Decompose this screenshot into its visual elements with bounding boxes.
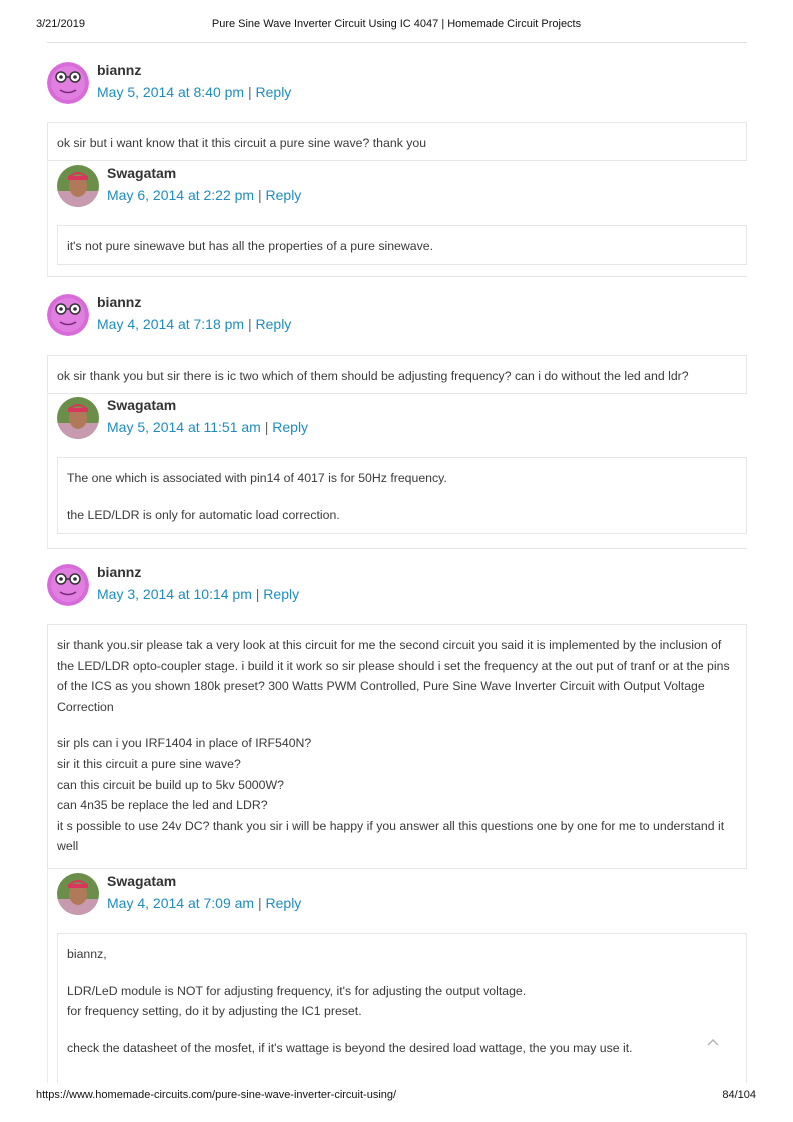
- meta-separator: |: [244, 84, 256, 100]
- comment-meta: [97, 586, 299, 602]
- comment-meta: [107, 419, 308, 435]
- meta-separator: |: [244, 316, 256, 332]
- reply-text: biannz,: [67, 947, 107, 961]
- reply-text: check the datasheet of the mosfet, if it's wattage is beyond the desired load wattage, the you may use it.: [67, 1040, 633, 1055]
- chevron-up-icon[interactable]: [705, 1035, 721, 1047]
- author-name: Swagatam: [107, 165, 177, 181]
- comment-text: ok sir thank you but sir there is ic two which of them should be adjusting frequency? can i do without the led and ldr?: [57, 369, 689, 383]
- smiley-glasses-avatar-icon: [47, 62, 89, 104]
- meta-separator: |: [254, 187, 266, 203]
- meta-separator: |: [260, 419, 273, 435]
- comment-text: ok sir but i want know that it this circuit a pure sine wave? thank you: [57, 136, 427, 150]
- reply-body: [57, 933, 747, 1083]
- reply-link[interactable]: Reply: [265, 187, 302, 203]
- comment-date-link[interactable]: May 5, 2014 at 8:40 pm: [97, 84, 245, 100]
- reply-link[interactable]: Reply: [265, 895, 302, 911]
- meta-separator: |: [254, 895, 266, 911]
- comment-date-link[interactable]: May 6, 2014 at 2:22 pm: [107, 187, 255, 203]
- smiley-glasses-avatar-icon: [47, 564, 89, 606]
- swagatam-photo-avatar-icon: [57, 165, 99, 207]
- reply-text: it's not pure sinewave but has all the properties of a pure sinewave.: [67, 239, 434, 253]
- author-name: biannz: [97, 62, 142, 78]
- comment-text: sir thank you.sir please tak a very look at this circuit for me the second circuit you said it is implemented by the inclusion of the LED/LDR opto-coupler stage. i build it it work so sir please should i set the frequency at the out put of tranf or at the pins of the ICS as you shown 180k preset? 300 Watts PWM Controlled, Pure Sine Wave Inverter Circuit with Output Voltage Correction: [57, 638, 730, 714]
- divider: [47, 276, 747, 277]
- reply-body: [57, 225, 747, 265]
- reply-link[interactable]: Reply: [255, 316, 292, 332]
- comment-date-link[interactable]: May 4, 2014 at 7:09 am: [107, 895, 255, 911]
- author-name: biannz: [97, 564, 142, 580]
- comment-meta: [97, 84, 291, 100]
- author-name: Swagatam: [107, 873, 177, 889]
- comment-body: [47, 122, 747, 161]
- author-name: biannz: [97, 294, 142, 310]
- reply-link[interactable]: Reply: [263, 586, 300, 602]
- reply-text: the LED/LDR is only for automatic load correction.: [67, 507, 340, 522]
- reply-link[interactable]: Reply: [272, 419, 309, 435]
- reply-body: [57, 457, 747, 534]
- print-page-number: 84/104: [722, 1089, 756, 1101]
- smiley-glasses-avatar-icon: [47, 294, 89, 336]
- thread-guide-line: [47, 868, 48, 1083]
- print-url: https://www.homemade-circuits.com/pure-sine-wave-inverter-circuit-using/: [36, 1089, 397, 1101]
- meta-separator: |: [251, 586, 264, 602]
- comment-meta: [97, 316, 291, 332]
- swagatam-photo-avatar-icon: [57, 873, 99, 915]
- comment-body: [47, 624, 747, 869]
- divider: [47, 548, 747, 549]
- comment-date-link[interactable]: May 3, 2014 at 10:14 pm: [97, 586, 252, 602]
- reply-link[interactable]: Reply: [255, 84, 292, 100]
- divider: [47, 42, 747, 43]
- swagatam-photo-avatar-icon: [57, 397, 99, 439]
- thread-guide-line: [47, 160, 48, 276]
- comment-meta: [107, 895, 301, 911]
- comment-date-link[interactable]: May 5, 2014 at 11:51 am: [107, 419, 261, 435]
- comment-text: sir pls can i you IRF1404 in place of IRF540N? sir it this circuit a pure sine wave? can this circuit be build up to 5kv 5000W? can 4n35 be replace the led and LDR? it s possible to use 24v DC? thank you sir i will be happy if you answer all this questions one by one for me to understand it well: [57, 736, 725, 854]
- print-page-title: Pure Sine Wave Inverter Circuit Using IC 4047 | Homemade Circuit Projects: [211, 18, 582, 30]
- reply-text: The one which is associated with pin14 of 4017 is for 50Hz frequency.: [67, 471, 447, 485]
- comment-date-link[interactable]: May 4, 2014 at 7:18 pm: [97, 316, 245, 332]
- comment-body: [47, 355, 747, 394]
- comment-meta: [107, 187, 301, 203]
- reply-text: LDR/LeD module is NOT for adjusting frequency, it's for adjusting the output voltage. for frequency setting, do it by adjusting the IC1 preset.: [67, 983, 527, 1019]
- thread-guide-line: [47, 392, 48, 548]
- print-date: 3/21/2019: [36, 18, 85, 30]
- author-name: Swagatam: [107, 397, 177, 413]
